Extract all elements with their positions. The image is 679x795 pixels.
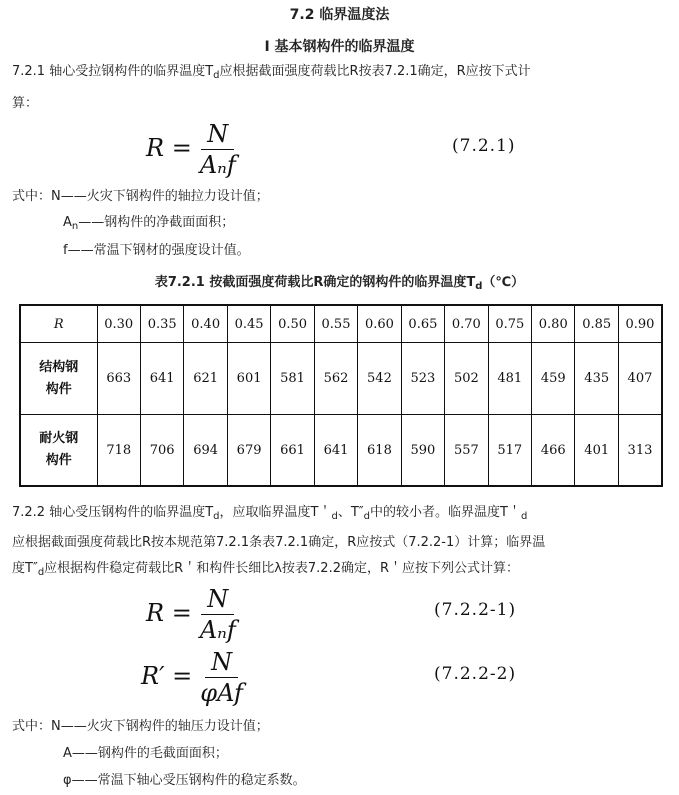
clause-text: ，应取临界温度T＇ [219, 505, 332, 520]
table-cell: 679 [227, 415, 270, 487]
table-cell: 663 [97, 343, 140, 415]
table-caption [0, 271, 679, 292]
clause-text: 、T″ [337, 505, 364, 520]
r-value-cell: 0.55 [314, 305, 357, 343]
clause-text: 7.2.2 轴心受压钢构件的临界温度T [12, 505, 214, 520]
row-label-line: 构件 [45, 381, 72, 397]
header-cell: R [20, 305, 97, 343]
row-label [20, 343, 97, 415]
table-row [20, 343, 662, 415]
clause-text: 度T″ [12, 561, 38, 576]
r-value-cell: 0.90 [618, 305, 662, 343]
r-value-cell: 0.60 [358, 305, 401, 343]
subscript: d [331, 511, 338, 522]
critical-temperature-table [19, 304, 663, 487]
table-cell: 502 [445, 343, 488, 415]
clause-7-2-2 [12, 500, 672, 586]
equation-number: (7.2.1) [452, 136, 516, 156]
r-value-cell: 0.70 [445, 305, 488, 343]
table-cell: 313 [618, 415, 662, 487]
r-value-cell: 0.85 [575, 305, 618, 343]
formula-7-2-1 [146, 119, 236, 180]
caption-text: 表7.2.1 按截面强度荷载比R确定的钢构件的临界温度T [154, 275, 476, 290]
r-value-cell: 0.35 [140, 305, 183, 343]
table-cell: 581 [271, 343, 314, 415]
table-cell: 542 [358, 343, 401, 415]
table-cell: 590 [401, 415, 444, 487]
clause-text: 应根据构件稳定荷载比R＇和构件长细比λ按表7.2.2确定，R＇应按下列公式计算： [44, 561, 520, 576]
r-value-cell: 0.40 [184, 305, 227, 343]
table-cell: 557 [445, 415, 488, 487]
table-cell: 459 [532, 343, 575, 415]
subscript: n [71, 221, 79, 232]
row-label [20, 415, 97, 487]
clause-text: 应根据截面强度荷载比R按表7.2.1确定，R应按下式计 [219, 64, 531, 79]
table-cell: 618 [358, 415, 401, 487]
subscript: d [520, 511, 528, 522]
symbol-n: 式中：N——火灾下钢构件的轴压力设计值； [12, 719, 269, 734]
table-cell: 694 [184, 415, 227, 487]
r-value-cell: 0.65 [401, 305, 444, 343]
subscript: d [475, 281, 483, 292]
table-cell: 517 [488, 415, 531, 487]
symbol-description: ——钢构件的净截面面积； [78, 215, 235, 230]
denominator: Aₙf [199, 616, 236, 644]
table-cell: 661 [271, 415, 314, 487]
table-cell: 641 [314, 415, 357, 487]
table-cell: 641 [140, 343, 183, 415]
denominator: φAf [200, 679, 243, 707]
table-cell: 481 [488, 343, 531, 415]
equation-number: (7.2.2-2) [434, 664, 517, 684]
formula-lhs: R = [146, 134, 192, 162]
table-cell: 562 [314, 343, 357, 415]
caption-unit: （℃） [482, 275, 525, 290]
row-label-line: 结构钢 [39, 359, 79, 375]
clause-text: 7.2.1 轴心受拉钢构件的临界温度T [12, 64, 214, 79]
formula-7-2-2-1 [146, 584, 236, 645]
r-value-cell: 0.80 [532, 305, 575, 343]
subscript: d [213, 511, 220, 522]
symbol-an [63, 210, 234, 240]
formula-lhs: R′ = [141, 662, 193, 690]
section-title: 7.2 临界温度法 [289, 7, 390, 23]
table-cell: 435 [575, 343, 618, 415]
denominator: Aₙf [199, 151, 236, 179]
r-value-cell: 0.45 [227, 305, 270, 343]
r-value-cell: 0.50 [271, 305, 314, 343]
numerator: N [201, 584, 234, 615]
symbol-n: 式中：N——火灾下钢构件的轴拉力设计值； [12, 189, 269, 204]
table-header-row [20, 305, 662, 343]
formula-7-2-2-2 [141, 647, 243, 708]
table-row [20, 415, 662, 487]
numerator: N [205, 647, 238, 678]
symbol-f: f——常温下钢材的强度设计值。 [63, 243, 250, 258]
clause-text: 算： [12, 96, 39, 111]
row-label-line: 耐火钢 [39, 431, 79, 446]
subscript: d [37, 567, 45, 578]
table-cell: 523 [401, 343, 444, 415]
row-label-line: 构件 [45, 453, 72, 468]
numerator: N [201, 119, 234, 150]
symbol: A [63, 215, 72, 230]
equation-number: (7.2.2-1) [434, 600, 517, 620]
clause-text: 应根据截面强度荷载比R按本规范第7.2.1条表7.2.1确定，R应按式（7.2.2-1）计算；临界温 [12, 535, 546, 550]
fraction [200, 647, 243, 708]
fraction [200, 119, 236, 180]
table-cell: 718 [97, 415, 140, 487]
fraction [200, 584, 236, 645]
table-cell: 401 [575, 415, 618, 487]
table-cell: 407 [618, 343, 662, 415]
formula-lhs: R = [146, 599, 192, 627]
clause-text: 中的较小者。临界温度T＇ [370, 505, 521, 520]
clause-7-2-1 [12, 58, 672, 118]
subscript: d [363, 511, 370, 522]
subscript: d [213, 70, 220, 81]
symbol-phi: φ——常温下轴心受压钢构件的稳定系数。 [63, 773, 306, 788]
table-cell: 621 [184, 343, 227, 415]
r-value-cell: 0.30 [97, 305, 140, 343]
r-value-cell: 0.75 [488, 305, 531, 343]
table-cell: 601 [227, 343, 270, 415]
subsection-title: I 基本钢构件的临界温度 [264, 39, 415, 55]
table-cell: 706 [140, 415, 183, 487]
table-cell: 466 [532, 415, 575, 487]
symbol-a: A——钢构件的毛截面面积； [63, 746, 228, 761]
